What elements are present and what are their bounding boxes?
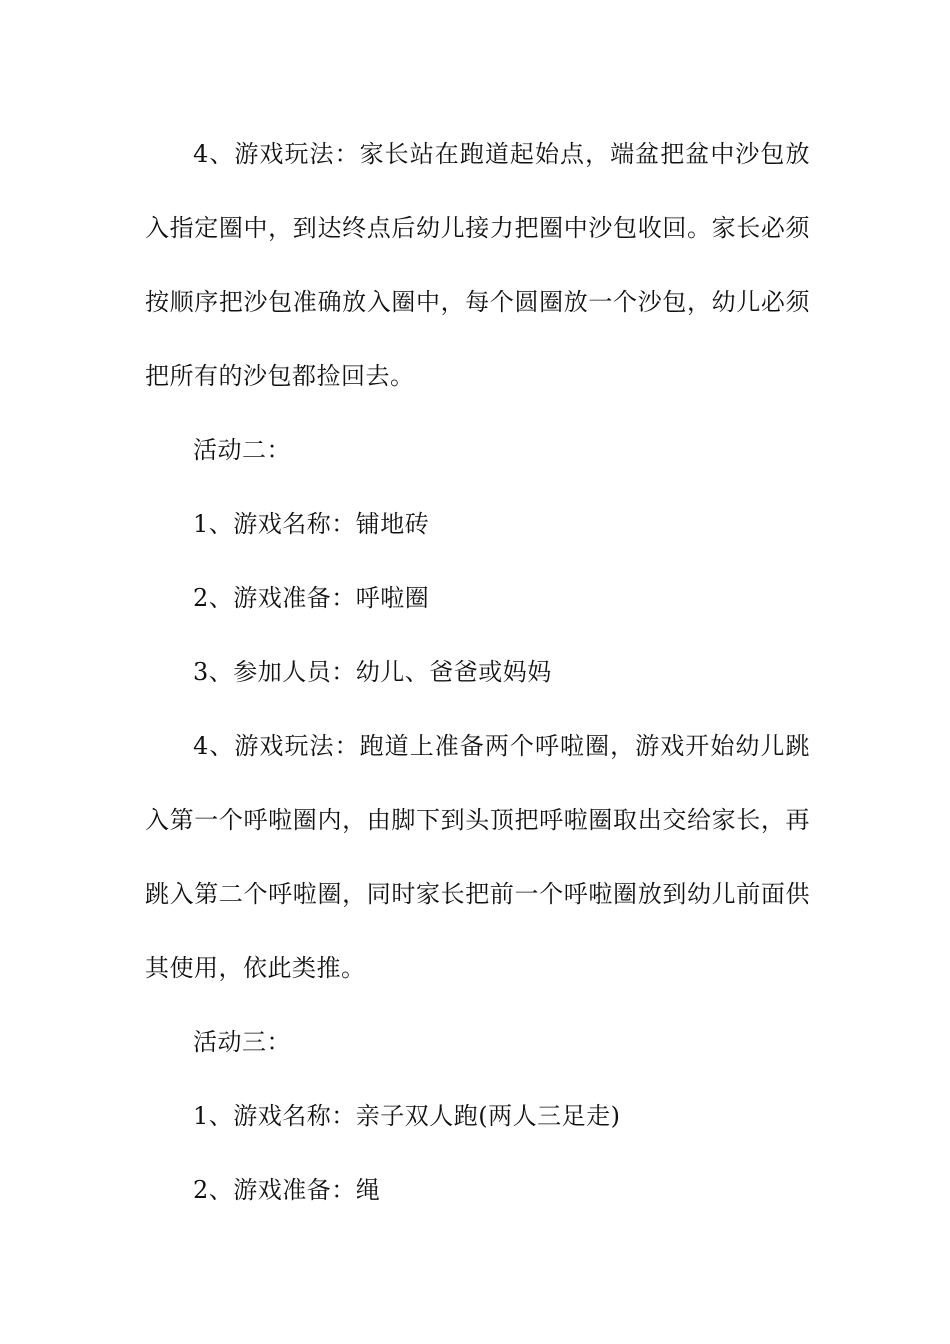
paragraph-gameplay-2: 4、游戏玩法：跑道上准备两个呼啦圈，游戏开始幼儿跳入第一个呼啦圈内，由脚下到头顶把呼啦圈取出交给家长，再跳入第二个呼啦圈，同时家长把前一个呼啦圈放到幼儿前面供其使用，依此类推。 — [145, 732, 810, 982]
heading-activity-2: 活动二： — [193, 436, 291, 464]
paragraph-game-prep-2: 2、游戏准备：呼啦圈 — [193, 584, 430, 612]
paragraph-participants-2: 3、参加人员：幼儿、爸爸或妈妈 — [193, 658, 552, 686]
paragraph-game-name-3: 1、游戏名称：亲子双人跑(两人三足走) — [193, 1102, 621, 1130]
document-body — [145, 117, 810, 1227]
heading-activity-3: 活动三： — [193, 1028, 291, 1056]
paragraph-game-name-2: 1、游戏名称：铺地砖 — [193, 510, 430, 538]
paragraph-gameplay-1: 4、游戏玩法：家长站在跑道起始点，端盆把盆中沙包放入指定圈中，到达终点后幼儿接力把圈中沙包收回。家长必须按顺序把沙包准确放入圈中，每个圆圈放一个沙包，幼儿必须把所有的沙包都捡回去。 — [145, 140, 810, 390]
paragraph-game-prep-3: 2、游戏准备：绳 — [193, 1176, 381, 1204]
